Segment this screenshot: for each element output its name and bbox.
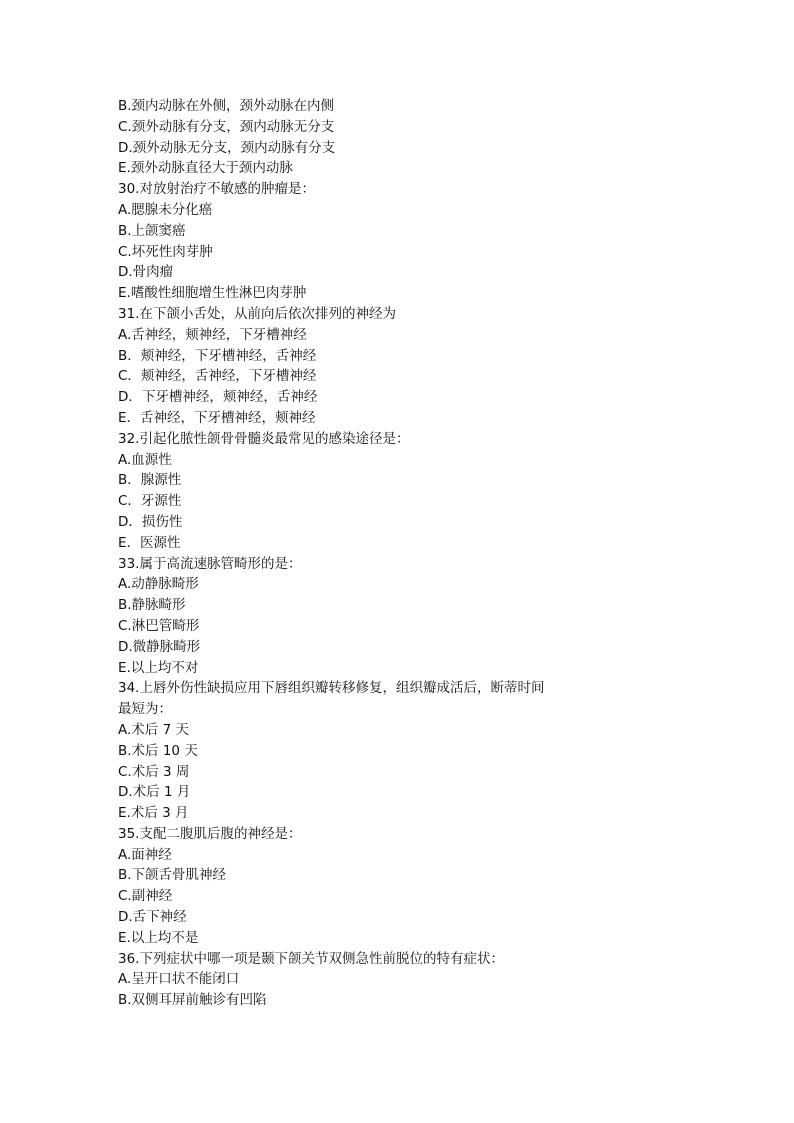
question-31: 31.在下颌小舌处，从前向后依次排列的神经为 <box>118 305 396 322</box>
question-36-option-a: A.呈开口状不能闭口 <box>118 971 240 988</box>
question-33: 33.属于高流速脉管畸形的是： <box>118 555 302 572</box>
question-32-option-b: B．腺源性 <box>118 472 182 489</box>
question-list <box>118 96 678 1011</box>
question-34-option-b: B.术后 10 天 <box>118 742 198 759</box>
question-30-option-b: B.上颌窦癌 <box>118 222 186 239</box>
question-33-option-e: E.以上均不对 <box>118 659 199 676</box>
question-35: 35.支配二腹肌后腹的神经是： <box>118 825 302 842</box>
question-36: 36.下列症状中哪一项是颞下颌关节双侧急性前脱位的特有症状： <box>118 950 504 967</box>
question-30: 30.对放射治疗不敏感的肿瘤是： <box>118 181 315 198</box>
question-35-option-d: D.舌下神经 <box>118 909 187 926</box>
question-32-option-c: C．牙源性 <box>118 493 182 510</box>
option-b-carotid-position: B.颈内动脉在外侧，颈外动脉在内侧 <box>118 98 335 114</box>
question-32-option-a: A.血源性 <box>118 451 172 468</box>
question-31-option-b: B．颊神经，下牙槽神经，舌神经 <box>118 347 317 364</box>
question-31-option-a: A.舌神经，颊神经，下牙槽神经 <box>118 326 307 343</box>
question-35-option-e: E.以上均不是 <box>118 929 199 946</box>
question-31-option-e: E．舌神经，下牙槽神经，颊神经 <box>118 409 316 426</box>
question-33-option-c: C.淋巴管畸形 <box>118 617 200 634</box>
option-d-carotid-branches: D.颈外动脉无分支，颈内动脉有分支 <box>118 139 336 156</box>
question-34-continuation: 最短为： <box>118 701 172 718</box>
question-32: 32.引起化脓性颌骨骨髓炎最常见的感染途径是： <box>118 430 410 447</box>
question-34-option-a: A.术后 7 天 <box>118 721 189 738</box>
option-e-carotid-diameter: E.颈外动脉直径大于颈内动脉 <box>118 160 293 177</box>
question-36-option-b: B.双侧耳屏前触诊有凹陷 <box>118 992 267 1009</box>
question-34: 34.上唇外伤性缺损应用下唇组织瓣转移修复，组织瓣成活后，断蒂时间 <box>118 680 545 697</box>
question-30-option-d: D.骨肉瘤 <box>118 264 174 281</box>
question-35-option-a: A.面神经 <box>118 846 172 863</box>
question-32-option-e: E．医源性 <box>118 534 181 551</box>
question-33-option-d: D.微静脉畸形 <box>118 638 201 655</box>
question-31-option-d: D．下牙槽神经，颊神经，舌神经 <box>118 389 318 406</box>
question-34-option-d: D.术后 1 月 <box>118 784 191 801</box>
question-34-option-c: C.术后 3 周 <box>118 763 190 780</box>
question-30-option-a: A.腮腺未分化癌 <box>118 201 213 218</box>
option-c-carotid-branches: C.颈外动脉有分支，颈内动脉无分支 <box>118 118 335 135</box>
question-30-option-e: E.嗜酸性细胞增生性淋巴肉芽肿 <box>118 285 307 302</box>
question-34-option-e: E.术后 3 月 <box>118 805 189 822</box>
question-32-option-d: D．损伤性 <box>118 513 183 530</box>
question-35-option-b: B.下颌舌骨肌神经 <box>118 867 227 884</box>
question-35-option-c: C.副神经 <box>118 888 173 905</box>
question-31-option-c: C．颊神经，舌神经，下牙槽神经 <box>118 368 317 385</box>
question-33-option-b: B.静脉畸形 <box>118 597 186 614</box>
question-33-option-a: A.动静脉畸形 <box>118 576 199 593</box>
question-30-option-c: C.坏死性肉芽肿 <box>118 243 213 260</box>
